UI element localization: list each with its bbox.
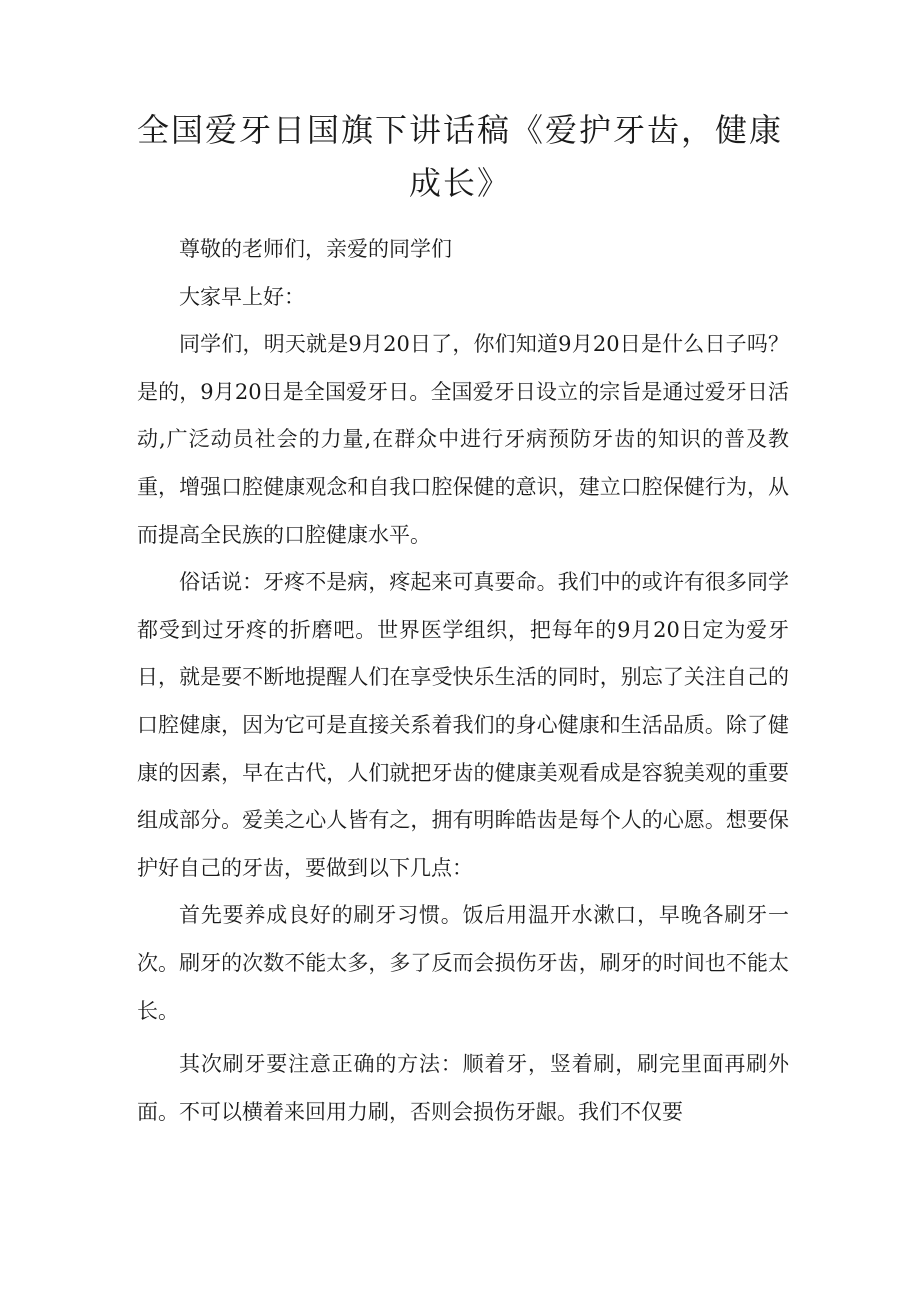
document-title: 全国爱牙日国旗下讲话稿《爱护牙齿，健康成长》 [136,111,783,202]
body-paragraph: 其次刷牙要注意正确的方法：顺着牙，竖着刷，刷完里面再刷外面。不可以横着来回用力刷，否则会损伤牙龈。我们不仅要 [137,1052,789,1124]
body-paragraph: 俗话说：牙疼不是病，疼起来可真要命。我们中的或许有很多同学都受到过牙疼的折磨吧。世界医学组织，把每年的9月20日定为爱牙日，就是要不断地提醒人们在享受快乐生活的同时，别忘了关注自己的口腔健康，因为它可是直接关系着我们的身心健康和生活品质。除了健康的因素，早在古代，人们就把牙齿的健康美观看成是容貌美观的重要组成部分。爱美之心人皆有之，拥有明眸皓齿是每个人的心愿。想要保护好自己的牙齿，要做到以下几点： [137,570,789,880]
body-paragraph: 同学们，明天就是9月20日了，你们知道9月20日是什么日子吗？是的，9月20日是全国爱牙日。全国爱牙日设立的宗旨是通过爱牙日活动,广泛动员社会的力量,在群众中进行牙病预防牙齿的知识的普及教重，增强口腔健康观念和自我口腔保健的意识，建立口腔保健行为，从而提高全民族的口腔健康水平。 [137,332,789,547]
salutation: 尊敬的老师们，亲爱的同学们 [179,237,452,261]
body-paragraph: 首先要养成良好的刷牙习惯。饭后用温开水漱口，早晚各刷牙一次。刷牙的次数不能太多，多了反而会损伤牙齿，刷牙的时间也不能太长。 [137,903,789,1023]
greeting: 大家早上好： [179,284,305,309]
document-body [137,226,789,1136]
